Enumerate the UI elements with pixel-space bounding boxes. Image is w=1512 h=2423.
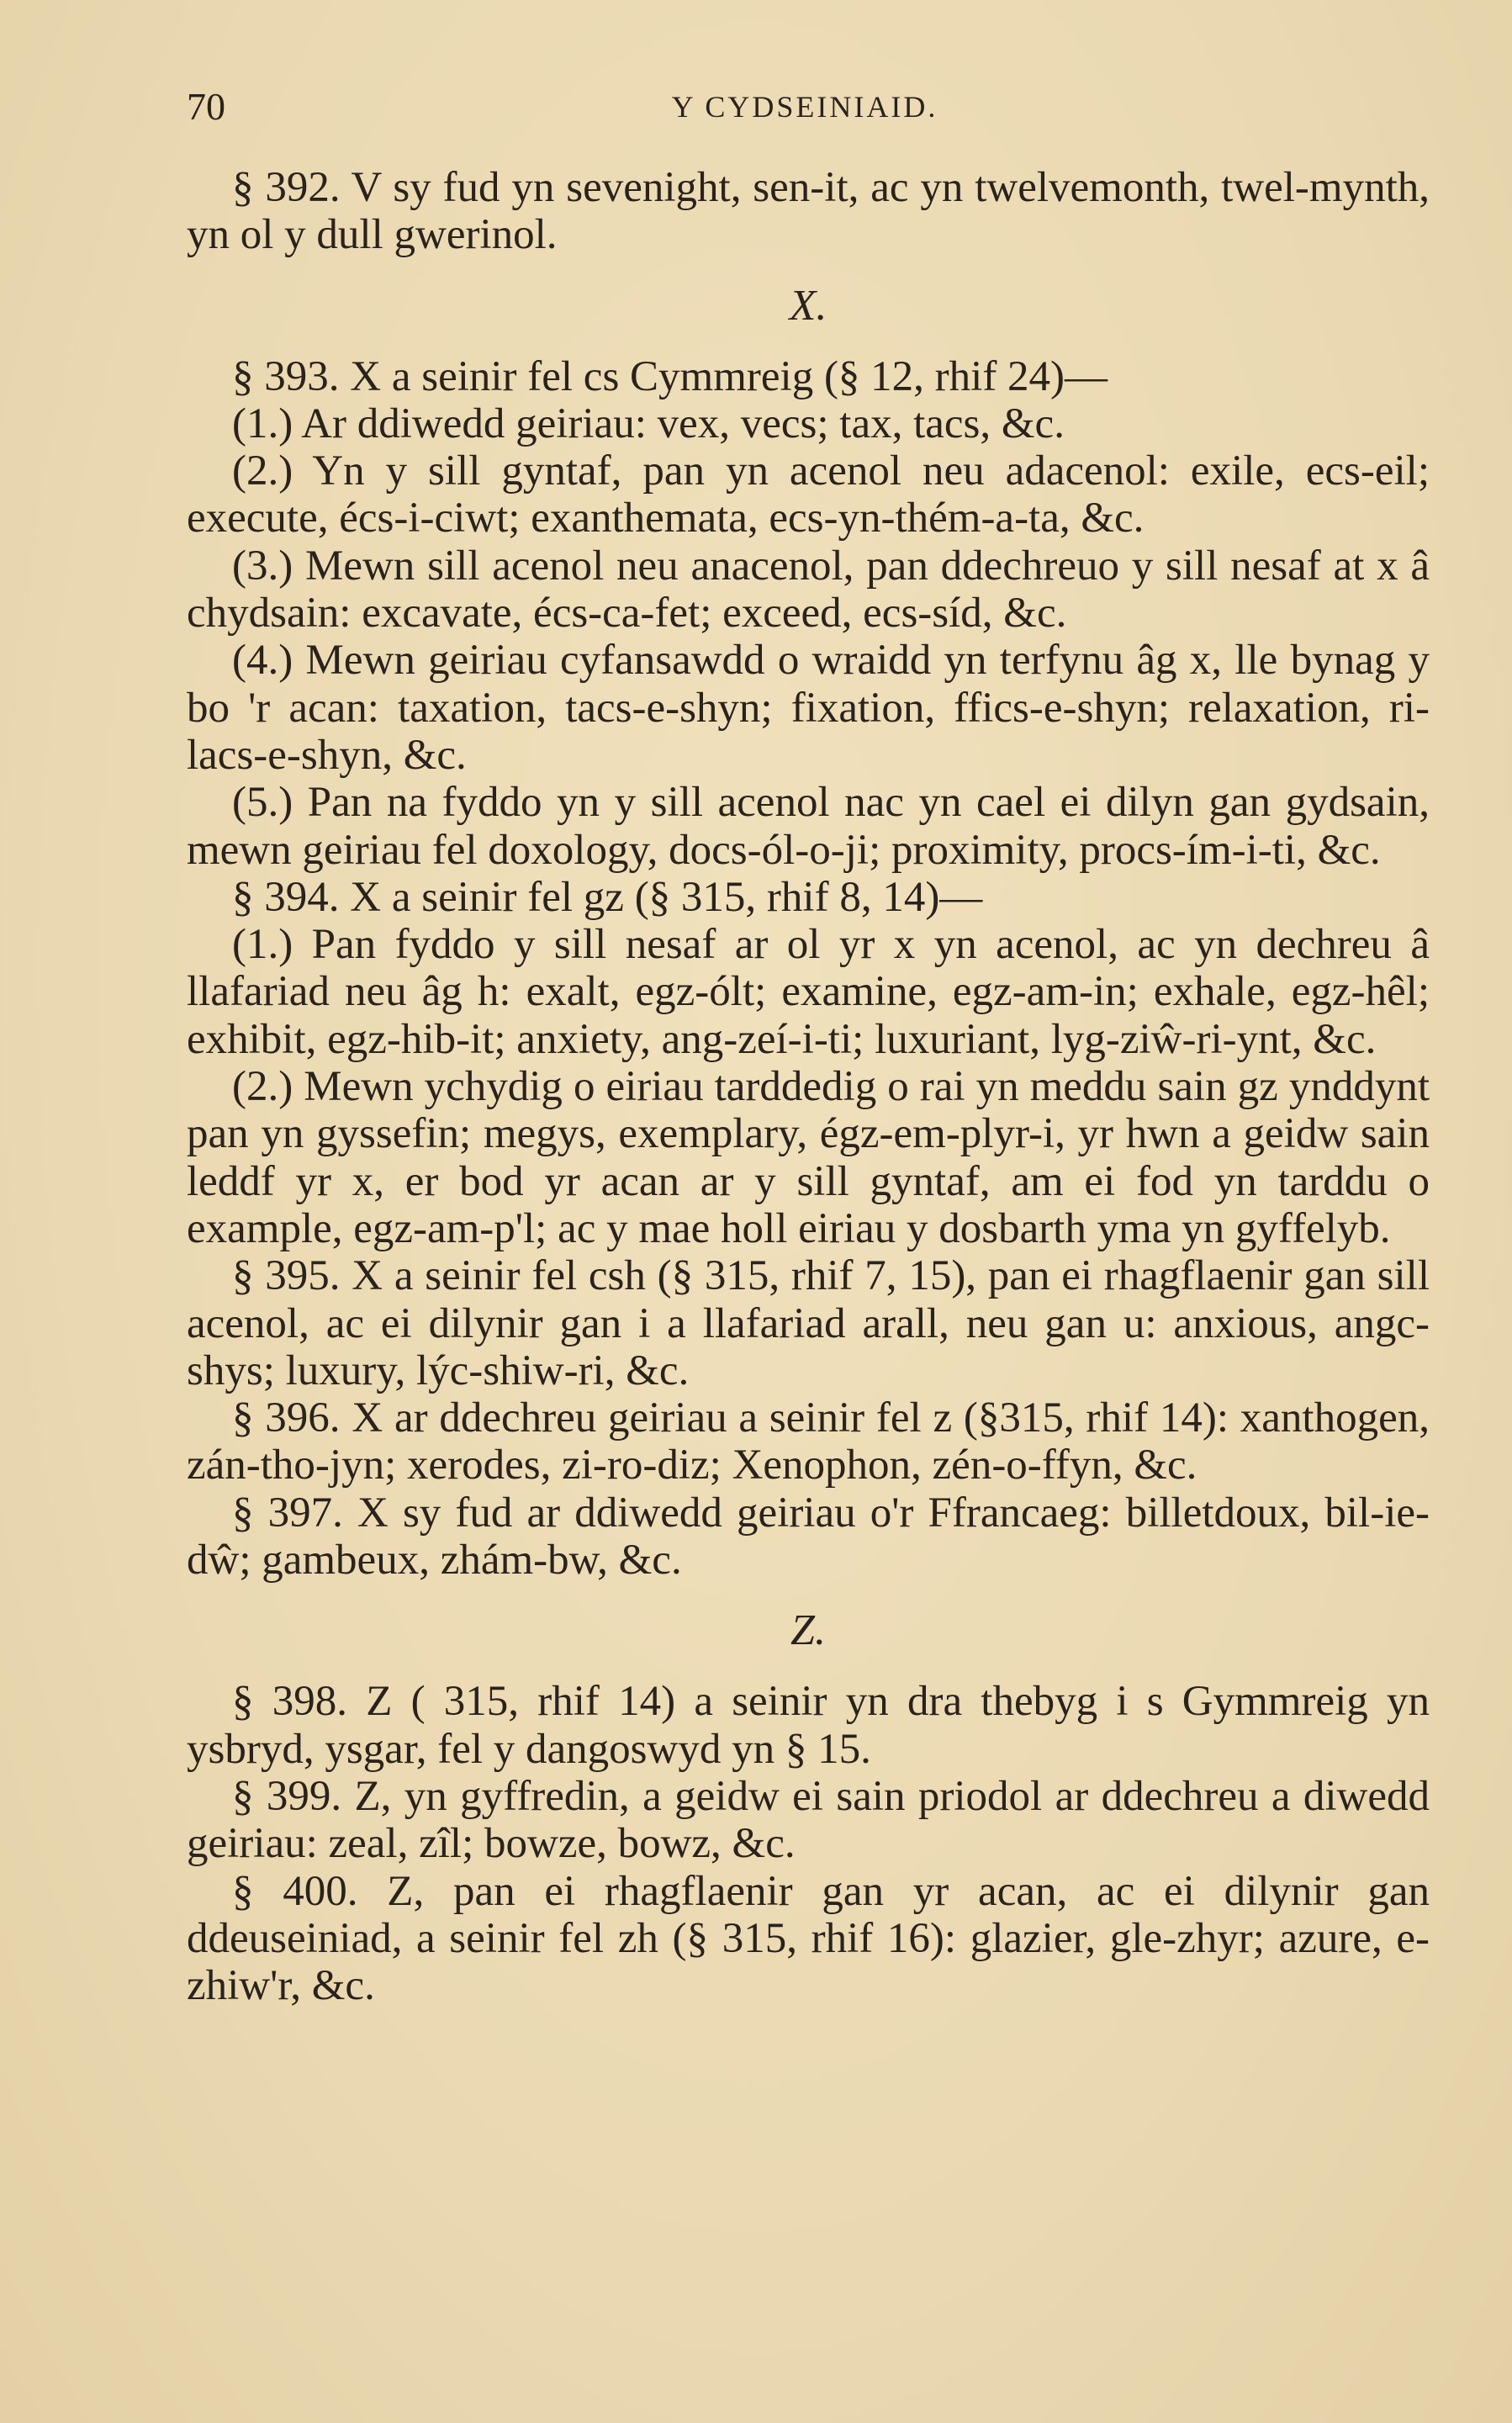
section-393-item-4: (4.) Mewn geiriau cyfansawdd o wraidd yn terfynu âg x, lle bynag y bo 'r acan: taxation, tacs-e-shyn; fixation, ffics-e-shyn; relaxation, ri-lacs-e-shyn, &c.: [187, 637, 1430, 779]
section-393-item-3: (3.) Mewn sill acenol neu anacenol, pan ddechreuo y sill nesaf at x â chydsain: excavate, écs-ca-fet; exceed, ecs-síd, &c.: [187, 542, 1430, 637]
section-393-item-5: (5.) Pan na fyddo yn y sill acenol nac yn cael ei dilyn gan gydsain, mewn geiriau fel doxology, docs-ól-o-ji; proximity, procs-ím-i-ti, &c.: [187, 779, 1430, 874]
section-392: § 392. V sy fud yn sevenight, sen-it, ac yn twelvemonth, twel-mynth, yn ol y dull gwerinol.: [187, 164, 1430, 259]
body-text: [187, 164, 1430, 2009]
section-393: § 393. X a seinir fel cs Cymmreig (§ 12, rhif 24)—: [232, 352, 1108, 400]
section-400: § 400. Z, pan ei rhagflaenir gan yr acan, ac ei dilynir gan ddeuseiniad, a seinir fel zh (§ 315, rhif 16): glazier, gle-zhyr; azure, e-zhiw'r, &c.: [187, 1867, 1430, 2010]
page-number: 70: [187, 85, 225, 128]
section-395: § 395. X a seinir fel csh (§ 315, rhif 7, 15), pan ei rhagflaenir gan sill acenol, ac ei dilynir gan i a llafariad arall, neu gan u: anxious, angc-shys; luxury, lýc-shiw-ri, &c.: [187, 1252, 1430, 1394]
section-393-item-1: (1.) Ar ddiwedd geiriau: vex, vecs; tax, tacs, &c.: [232, 399, 1065, 447]
section-397: § 397. X sy fud ar ddiwedd geiriau o'r Ffrancaeg: billetdoux, bil-ie-dŵ; gambeux, zhám-bw, &c.: [187, 1489, 1430, 1584]
running-title: Y CYDSEINIAID.: [671, 90, 938, 124]
heading-x: X.: [789, 281, 827, 330]
section-394-item-2: (2.) Mewn ychydig o eiriau tarddedig o rai yn meddu sain gz ynddynt pan yn gyssefin; megys, exemplary, égz-em-plyr-i, yr hwn a geidw sain leddf yr x, er bod yr acan ar y sill gyntaf, am ei fod yn tarddu o example, egz-am-p'l; ac y mae holl eiriau y dosbarth yma yn gyffelyb.: [187, 1063, 1430, 1252]
heading-z: Z.: [790, 1606, 826, 1655]
section-393-item-2: (2.) Yn y sill gyntaf, pan yn acenol neu adacenol: exile, ecs-eil; execute, écs-i-ciwt; exanthemata, ecs-yn-thém-a-ta, &c.: [187, 447, 1430, 542]
page-header: [187, 84, 1423, 135]
section-394: § 394. X a seinir fel gz (§ 315, rhif 8, 14)—: [232, 873, 983, 921]
section-398: § 398. Z ( 315, rhif 14) a seinir yn dra thebyg i s Gymmreig yn ysbryd, ysgar, fel y dangoswyd yn § 15.: [187, 1678, 1430, 1773]
section-399: § 399. Z, yn gyffredin, a geidw ei sain priodol ar ddechreu a diwedd geiriau: zeal, zîl; bowze, bowz, &c.: [187, 1772, 1430, 1868]
section-396: § 396. X ar ddechreu geiriau a seinir fel z (§315, rhif 14): xanthogen, zán-tho-jyn; xerodes, zi-ro-diz; Xenophon, zén-o-ffyn, &c.: [187, 1394, 1430, 1489]
section-394-item-1: (1.) Pan fyddo y sill nesaf ar ol yr x yn acenol, ac yn dechreu â llafariad neu âg h: exalt, egz-ólt; examine, egz-am-in; exhale, egz-hêl; exhibit, egz-hib-it; anxiety, ang-zeí-i-ti; luxuriant, lyg-ziŵ-ri-ynt, &c.: [187, 921, 1430, 1063]
